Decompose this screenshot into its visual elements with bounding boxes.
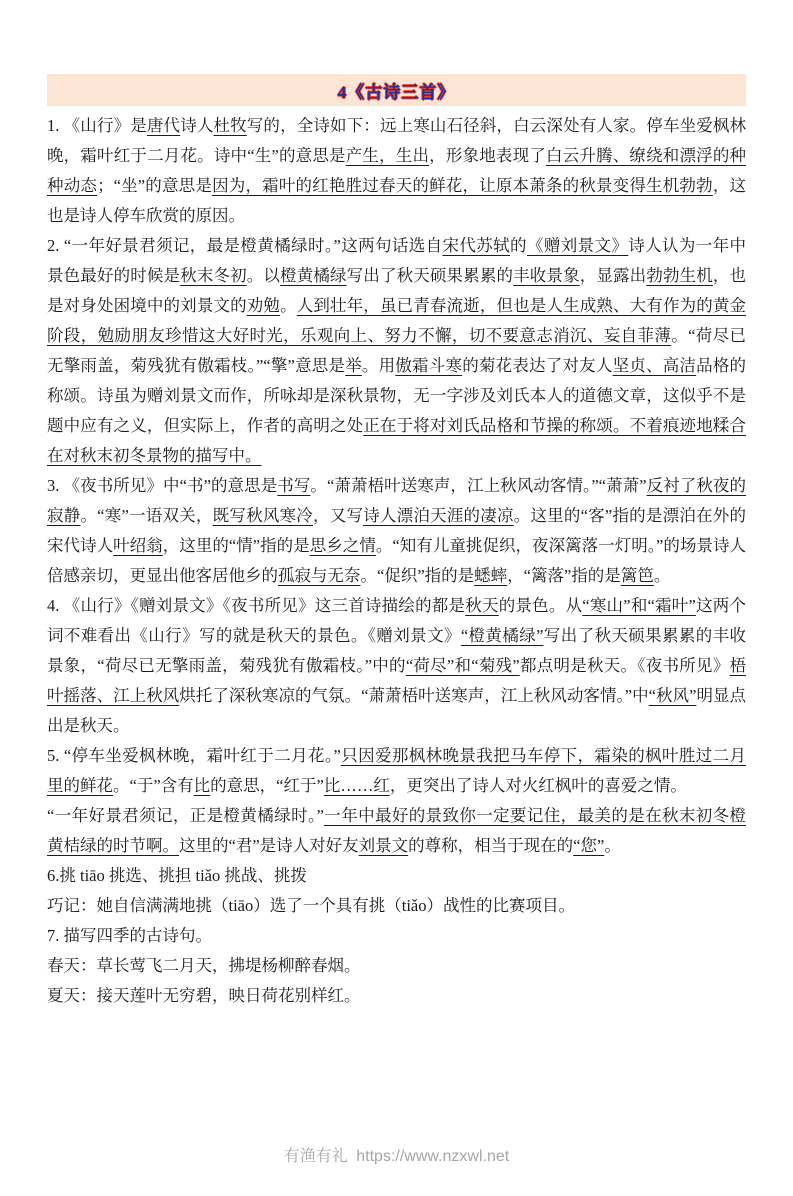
underlined-answer-text: 秋末冬初: [180, 266, 247, 285]
paragraph: [47, 981, 746, 1011]
underlined-answer-text: 橙黄橘绿: [280, 266, 347, 285]
underlined-answer-text: 劝勉: [246, 296, 281, 315]
page-title: 4《古诗三首》: [337, 82, 456, 102]
underlined-answer-text: 既写秋风寒冷: [212, 506, 313, 525]
underlined-answer-text: 比: [193, 776, 211, 795]
text-segment: 。: [671, 326, 689, 345]
underlined-answer-text: 傲霜斗寒: [395, 356, 463, 375]
text-segment: 写出了秋天硕果累累的: [346, 266, 514, 285]
text-segment: 中: [632, 686, 649, 705]
poem-quote: 巧记：她自信满满地挑（tiāo）选了一个具有挑（tiǎo）战性的比赛项目。: [47, 896, 575, 915]
text-segment: 。这里的“客”指的是漂泊在外的宋代诗人: [47, 506, 747, 555]
paragraph: [47, 591, 746, 741]
paragraph: [47, 801, 746, 861]
text-segment: ，也是对身处困境中的刘景文的: [47, 266, 747, 315]
text-segment: 。: [653, 566, 671, 585]
text-segment: 这两句话选自: [340, 236, 443, 255]
paragraph: [47, 891, 746, 921]
text-segment: ，形象地表现了: [429, 146, 546, 165]
text-segment: 。: [310, 476, 327, 495]
underlined-answer-text: 孤寂与无奈: [278, 566, 361, 585]
text-segment: 的: [510, 236, 527, 255]
underlined-answer-text: 人到壮年，虽已青春流逝，但也是人生成熟、大有作为的黄金阶段，勉励朋友珍惜这大好时光，乐观向上、努力不懈，切不要意志消沉、妄自菲薄: [47, 296, 747, 345]
poem-quote: “知有儿童挑促织，夜深篱落一灯明。”: [392, 536, 664, 555]
underlined-answer-text: “您”: [573, 836, 605, 855]
underlined-answer-text: 梧叶摇落、江上秋风: [47, 656, 747, 705]
text-segment: 都点明是秋天。《夜书所见》: [519, 656, 730, 675]
poem-quote: “一年好景君须记，正是橙黄橘绿时。”: [47, 806, 324, 825]
underlined-answer-text: 叶绍翁: [113, 536, 163, 555]
text-segment: 烘托了深秋寒凉的气氛。: [179, 686, 362, 705]
underlined-answer-text: 白云升腾、缭绕和漂浮的种种动态: [47, 146, 747, 195]
underlined-answer-text: 坚贞、高洁: [612, 356, 697, 375]
underlined-answer-text: 蟋蟀: [474, 566, 508, 585]
text-segment: 的菊花表达了对友人: [462, 356, 613, 375]
paragraph: [47, 921, 746, 951]
text-segment: 品格的称颂。诗虽为赠刘景文而作，所咏却是深秋景物，无一字涉及刘氏本人的道德文章，这似乎不是题中应有之义，但实际上，作者的高明之处: [47, 356, 747, 435]
underlined-answer-text: 唐代: [146, 116, 181, 135]
text-segment: 4. 《山行》《赠刘景文》《夜书所见》这三首诗描绘的都是: [47, 596, 466, 615]
underlined-answer-text: 丰收景象: [513, 266, 580, 285]
text-segment: “擎”意思是: [263, 356, 346, 375]
poem-quote: “荷尽已无擎雨盖，菊残犹有傲霜枝。”: [47, 326, 747, 375]
text-segment: 的意思，“红于”: [210, 776, 324, 795]
underlined-answer-text: 秋天: [465, 596, 499, 615]
text-segment: 诗中“生”的意思是: [213, 146, 346, 165]
poem-quote: “萧萧梧叶送寒声，江上秋风动客情。”: [361, 686, 633, 705]
text-segment: ，更突出了诗人对火红枫叶的喜爱之情。: [389, 776, 687, 795]
text-segment: 。: [604, 836, 621, 855]
poem-quote: “停车坐爱枫林晚，霜叶红于二月花。”: [63, 746, 341, 765]
poem-quote: 夏天：接天莲叶无穷碧，映日荷花别样红。: [47, 986, 361, 1005]
text-segment: 的景色。从: [498, 596, 583, 615]
text-segment: 写出了秋天硕果累累的丰收景象，: [47, 626, 747, 675]
text-segment: 3. 《夜书所见》中“书”的意思是: [47, 476, 278, 495]
poem-quote: “荷尽已无擎雨盖，菊残犹有傲霜枝。”: [97, 656, 373, 675]
underlined-answer-text: 反衬了秋夜的寂静: [47, 476, 746, 525]
section-title-bar: [47, 74, 746, 106]
text-segment: ，这也是诗人停车欣赏的原因。: [47, 176, 747, 225]
underlined-answer-text: 举: [345, 356, 362, 375]
underlined-answer-text: 杜牧: [213, 116, 247, 135]
footer-brand: 有渔有礼: [283, 1148, 348, 1165]
paragraph: [47, 231, 746, 471]
underlined-answer-text: 正在于将对刘氏品格和节操的称颂。不着痕迹地糅合在对秋末初冬景物的描写中。: [47, 416, 747, 465]
text-segment: 。以: [246, 266, 281, 285]
text-segment: 写的，全诗如下：: [246, 116, 380, 135]
underlined-answer-text: “寒山”和“霜叶”: [582, 596, 696, 615]
text-segment: 。“于”含有: [113, 776, 194, 795]
text-segment: 。“促织”指的是: [360, 566, 475, 585]
text-segment: 这里的“君”是诗人对好友: [179, 836, 359, 855]
poem-quote: 远上寒山石径斜，白云深处有人家。停车坐爱枫林晚，霜叶红于二月花。: [47, 116, 747, 165]
text-segment: 5.: [47, 746, 64, 765]
underlined-answer-text: “荷尽”和“菊残”: [405, 656, 520, 675]
underlined-answer-text: 比……红: [323, 776, 390, 795]
paragraph: [47, 741, 746, 801]
underlined-answer-text: 只因爱那枫林晚景我把马车停下，霜染的枫叶胜过二月里的鲜花: [47, 746, 747, 795]
text-segment: 的场景诗人倍感亲切，更显出他客居他乡的: [47, 536, 747, 585]
text-segment: “萧萧”: [598, 476, 647, 495]
text-segment: 明显点出是秋天。: [47, 686, 747, 735]
paragraph: [47, 951, 746, 981]
underlined-answer-text: 篱笆: [620, 566, 654, 585]
text-segment: ，这里的“情”指的是: [162, 536, 310, 555]
underlined-answer-text: 思乡之情: [309, 536, 376, 555]
text-segment: ，显露出: [579, 266, 647, 285]
text-segment: 。“寒”一语双关，: [80, 506, 213, 525]
footer-url[interactable]: https://www.nzxwl.net: [356, 1148, 510, 1165]
document-body: [47, 106, 746, 1011]
underlined-answer-text: 《赠刘景文》: [526, 236, 629, 255]
text-segment: 6.挑 tiāo 挑选、挑担 tiǎo 挑战、挑拨: [47, 866, 307, 885]
paragraph: [47, 861, 746, 891]
text-segment: ，又写: [313, 506, 364, 525]
text-segment: 2.: [47, 236, 64, 255]
underlined-answer-text: 诗人漂泊天涯的凄凉: [363, 506, 514, 525]
underlined-answer-text: 刘景文: [358, 836, 409, 855]
page-footer: [0, 1143, 793, 1166]
text-segment: ，“篱落”指的是: [507, 566, 621, 585]
underlined-answer-text: 勃勃生机: [646, 266, 713, 285]
document-page: [0, 74, 793, 1196]
underlined-answer-text: “橙黄橘绿”: [460, 626, 544, 645]
text-segment: 诗人认为一年中景色最好的时候是: [47, 236, 747, 285]
text-segment: 7. 描写四季的古诗句。: [47, 926, 212, 945]
underlined-answer-text: 书写: [277, 476, 311, 495]
underlined-answer-text: 因为，霜叶的红艳胜过春天的鲜花，让原本萧条的秋景变得生机勃勃: [212, 176, 713, 195]
text-segment: 。用: [361, 356, 396, 375]
underlined-answer-text: 产生，生出: [345, 146, 430, 165]
poem-quote: 春天：草长莺飞二月天，拂堤杨柳醉春烟。: [47, 956, 361, 975]
paragraph: [47, 471, 746, 591]
underlined-answer-text: 宋代苏轼: [442, 236, 511, 255]
underlined-answer-text: “秋风”: [648, 686, 697, 705]
text-segment: 中的: [372, 656, 406, 675]
text-segment: 。: [280, 296, 297, 315]
poem-quote: “萧萧梧叶送寒声，江上秋风动客情。”: [327, 476, 599, 495]
underlined-answer-text: 一年中最好的景致你一定要记住，最美的是在秋末初冬橙黄桔绿的时节啊。: [47, 806, 747, 855]
paragraph: [47, 111, 746, 231]
text-segment: 诗人: [180, 116, 214, 135]
poem-quote: “一年好景君须记，最是橙黄橘绿时。”: [63, 236, 341, 255]
text-segment: 这两个词不难看出《山行》写的就是秋天的景色。《赠刘景文》: [47, 596, 747, 645]
text-segment: 。: [375, 536, 393, 555]
text-segment: 1. 《山行》是: [47, 116, 147, 135]
text-segment: 的尊称，相当于现在的: [408, 836, 574, 855]
text-segment: ；“坐”的意思是: [97, 176, 213, 195]
